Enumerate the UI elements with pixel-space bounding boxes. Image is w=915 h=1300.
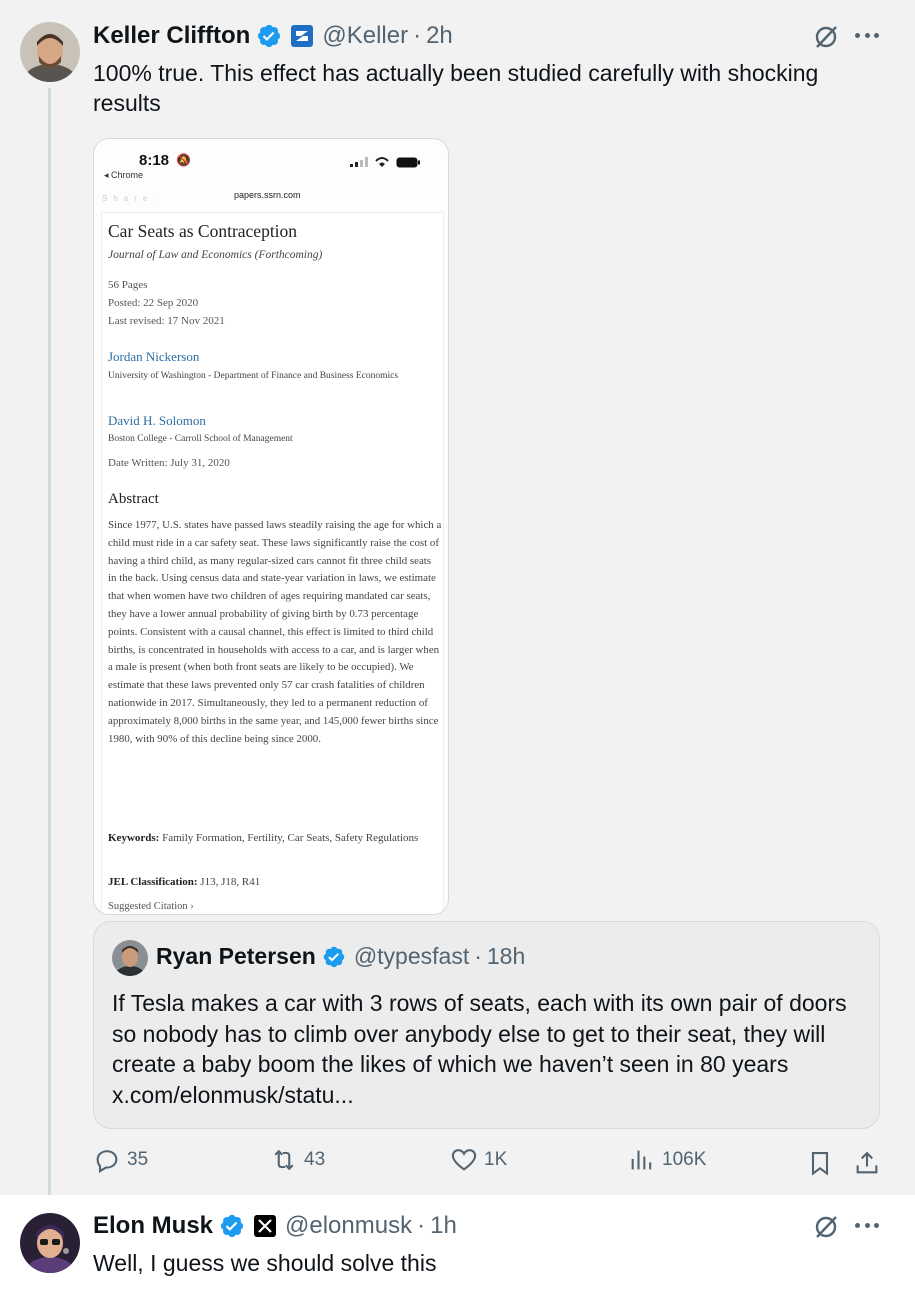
keywords-label: Keywords: — [108, 832, 160, 844]
repost-button[interactable] — [270, 1146, 325, 1174]
separator: · — [417, 1212, 426, 1239]
reply-count: 35 — [127, 1149, 149, 1170]
x-affiliate-icon[interactable] — [253, 1214, 277, 1238]
author-handle[interactable]: @elonmusk — [285, 1212, 413, 1239]
author-link: Jordan Nickerson — [108, 349, 200, 364]
quoted-author-name[interactable]: Ryan Petersen — [156, 943, 316, 969]
tweet-header — [93, 22, 453, 50]
paper-posted: Posted: 22 Sep 2020 — [108, 297, 199, 309]
affiliate-badge-icon[interactable] — [290, 24, 314, 48]
suggested-citation — [108, 901, 194, 912]
bookmark-icon[interactable] — [806, 1149, 834, 1182]
quoted-tweet[interactable] — [93, 921, 880, 1129]
paper-page — [101, 212, 444, 915]
quoted-author-handle[interactable]: @typesfast — [353, 943, 470, 969]
status-time: 8:18 — [139, 152, 170, 169]
view-count: 106K — [662, 1149, 707, 1170]
timestamp[interactable]: 1h — [430, 1212, 457, 1239]
share-icon[interactable] — [853, 1149, 881, 1182]
quoted-tweet-header — [156, 943, 525, 970]
paper-pages: 56 Pages — [108, 279, 148, 291]
separator: · — [474, 943, 482, 969]
tweet-text: Well, I guess we should solve this — [93, 1250, 437, 1276]
author-link: David H. Solomon — [108, 413, 206, 428]
abstract-text: Since 1977, U.S. states have passed laws steadily raising the age for which a child must ride in a car safety seat. These laws significantly raise the cost of having a third child, as many regular-sized cars cannot fit three child seats in the back. Using census data and state-year variation in laws, we estimate that when women have two children of ages requiring mandated car seats, they have a lower annual probability of giving birth by 0.73 percentage points. Consistent with a causal channel, this effect is limited to third child births, is concentrated in households with access to a car, and is larger when a male is present (when both front seats are likely to be occupied). We estimate that these laws prevented only 57 car crash fatalities of children nationwide in 2017. Simultaneously, they led to a permanent reduction of approximately 8,000 births in the same year, and 145,000 fewer births since 1980, with 90% of this decline being since 2000. — [108, 519, 442, 745]
jel-classification — [108, 873, 428, 891]
keywords-value: Family Formation, Fertility, Car Seats, Safety Regulations — [162, 832, 419, 844]
author-handle[interactable]: @Keller — [322, 22, 409, 49]
verified-badge-icon — [322, 945, 346, 969]
battery-icon — [396, 157, 420, 168]
grok-icon[interactable] — [813, 1214, 839, 1240]
action-bar — [0, 1146, 915, 1180]
repost-icon — [270, 1146, 298, 1174]
thread-line — [48, 88, 51, 1200]
jel-label: JEL Classification: — [108, 876, 198, 888]
back-to-chrome: ◂ Chrome — [104, 170, 144, 180]
author-affiliation: Boston College - Carroll School of Management — [108, 434, 293, 444]
tweet-elon[interactable] — [0, 1195, 915, 1300]
more-icon[interactable] — [855, 33, 879, 41]
jel-value: J13, J18, R41 — [200, 876, 261, 888]
avatar[interactable] — [112, 940, 148, 976]
tweet-header — [93, 1212, 457, 1240]
chevron-right-icon: › — [190, 901, 194, 912]
paper-revised: Last revised: 17 Nov 2021 — [108, 315, 225, 327]
grok-icon[interactable] — [813, 24, 839, 50]
views-button[interactable] — [628, 1146, 706, 1174]
timestamp[interactable]: 2h — [426, 22, 453, 49]
paper-journal: Journal of Law and Economics (Forthcoming) — [108, 249, 323, 261]
attached-image[interactable] — [93, 138, 449, 915]
quoted-tweet-text: If Tesla makes a car with 3 rows of seats, each with its own pair of doors so nobody has to climb over anybody else to get to their seat, they will create a baby boom the likes of which we haven’t seen in 80 years x.com/elonmusk/statu... — [112, 990, 847, 1108]
signal-icon — [350, 157, 368, 167]
keywords — [108, 829, 428, 847]
separator: · — [413, 22, 422, 49]
author-name[interactable]: Keller Cliffton — [93, 22, 251, 49]
share-row: Share: — [102, 194, 162, 203]
author-name[interactable]: Elon Musk — [93, 1212, 214, 1239]
wifi-icon — [374, 156, 390, 168]
paper-title: Car Seats as Contraception — [108, 221, 298, 241]
tweet-text-line: results — [93, 90, 161, 116]
reply-button[interactable] — [93, 1146, 148, 1174]
tweet-text-line: 100% true. This effect has actually been studied carefully with shocking — [93, 60, 819, 86]
heart-icon — [450, 1146, 478, 1174]
author-affiliation: University of Washington - Department of Finance and Business Economics — [108, 371, 399, 381]
verified-badge-icon — [256, 23, 282, 49]
date-written: Date Written: July 31, 2020 — [108, 457, 230, 469]
views-icon — [628, 1146, 656, 1174]
suggested-citation-label: Suggested Citation — [108, 901, 188, 912]
tweet-text — [93, 58, 818, 118]
avatar[interactable] — [20, 22, 80, 82]
status-icons — [350, 156, 420, 168]
verified-badge-icon — [219, 1213, 245, 1239]
repost-count: 43 — [304, 1149, 326, 1170]
avatar[interactable] — [20, 1213, 80, 1273]
bell-off-icon: 🔕 — [176, 153, 191, 167]
like-button[interactable] — [450, 1146, 507, 1174]
timestamp[interactable]: 18h — [486, 943, 526, 969]
more-icon[interactable] — [855, 1223, 879, 1231]
url-bar: papers.ssrn.com — [234, 190, 301, 200]
like-count: 1K — [484, 1149, 508, 1170]
reply-icon — [93, 1146, 121, 1174]
abstract-heading: Abstract — [108, 491, 159, 507]
